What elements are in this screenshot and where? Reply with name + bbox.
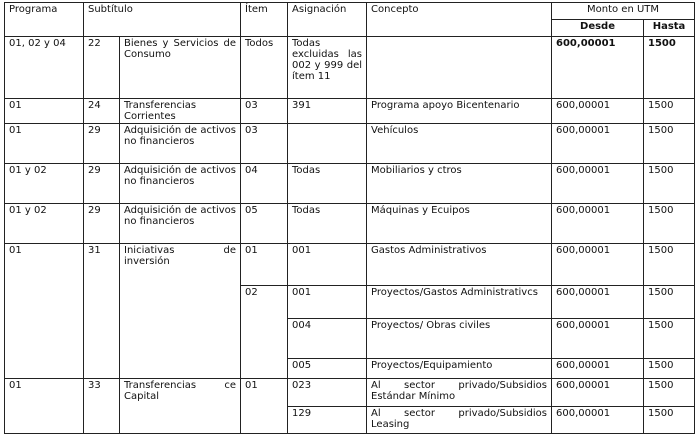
cell-subtitulo-num: 33 <box>84 379 120 434</box>
cell-programa: 01 <box>5 124 84 164</box>
cell-hasta: 1500 <box>644 37 695 99</box>
cell-subtitulo-text: Adquisición de activos no financieros <box>120 204 241 244</box>
cell-desde: 600,00001 <box>552 379 644 407</box>
cell-subtitulo-num: 29 <box>84 204 120 244</box>
cell-desde: 600,00001 <box>552 359 644 379</box>
cell-programa: 01 y 02 <box>5 164 84 204</box>
cell-item: 02 <box>241 286 288 379</box>
cell-hasta: 1500 <box>644 286 695 319</box>
budget-table <box>4 2 695 434</box>
cell-programa: 01 <box>5 244 84 379</box>
table-row <box>5 124 695 164</box>
cell-item: 03 <box>241 124 288 164</box>
cell-item: 05 <box>241 204 288 244</box>
cell-subtitulo-num: 22 <box>84 37 120 99</box>
cell-programa: 01 <box>5 99 84 124</box>
cell-programa: 01 y 02 <box>5 204 84 244</box>
table-row <box>5 379 695 407</box>
cell-subtitulo-num: 29 <box>84 164 120 204</box>
cell-concepto: Proyectos/Gastos Administrativcs <box>367 286 552 319</box>
cell-concepto: Programa apoyo Bicentenario <box>367 99 552 124</box>
cell-concepto: Proyectos/Equipamiento <box>367 359 552 379</box>
cell-subtitulo-text: Iniciativas de inversión <box>120 244 241 379</box>
cell-subtitulo-text: Adquisición de activos no financieros <box>120 124 241 164</box>
cell-desde: 600,00001 <box>552 37 644 99</box>
cell-asignacion: Todas <box>288 204 367 244</box>
cell-desde: 600,00001 <box>552 286 644 319</box>
cell-asignacion: 005 <box>288 359 367 379</box>
table-row <box>5 244 695 286</box>
header-programa: Programa <box>5 3 84 37</box>
cell-subtitulo-num: 24 <box>84 99 120 124</box>
cell-hasta: 1500 <box>644 204 695 244</box>
cell-hasta: 1500 <box>644 379 695 407</box>
cell-desde: 600,00001 <box>552 124 644 164</box>
cell-concepto: Mobiliarios y ctros <box>367 164 552 204</box>
cell-hasta: 1500 <box>644 124 695 164</box>
cell-concepto: Máquinas y Ecuipos <box>367 204 552 244</box>
cell-programa: 01, 02 y 04 <box>5 37 84 99</box>
header-desde: Desde <box>552 20 644 37</box>
cell-asignacion: 001 <box>288 286 367 319</box>
header-item: Ítem <box>241 3 288 37</box>
header-concepto: Concepto <box>367 3 552 37</box>
header-asignacion: Asignación <box>288 3 367 37</box>
cell-subtitulo-text: Adquisición de activos no financieros <box>120 164 241 204</box>
cell-asignacion: 129 <box>288 407 367 434</box>
cell-asignacion: 001 <box>288 244 367 286</box>
cell-concepto <box>367 37 552 99</box>
cell-asignacion: 004 <box>288 319 367 359</box>
cell-subtitulo-text: Transferencias ce Capital <box>120 379 241 434</box>
cell-concepto: Gastos Administrativos <box>367 244 552 286</box>
cell-desde: 600,00001 <box>552 319 644 359</box>
cell-subtitulo-text: Transferencias Corrientes <box>120 99 241 124</box>
cell-concepto: Al sector privado/Subsidios Leasing <box>367 407 552 434</box>
cell-hasta: 1500 <box>644 99 695 124</box>
cell-subtitulo-text: Bienes y Servicios de Consumo <box>120 37 241 99</box>
cell-item: 03 <box>241 99 288 124</box>
cell-desde: 600,00001 <box>552 164 644 204</box>
header-monto: Monto en UTM <box>552 3 695 20</box>
header-subtitulo: Subtítulo <box>84 3 241 37</box>
cell-hasta: 1500 <box>644 407 695 434</box>
cell-item: 01 <box>241 379 288 434</box>
header-hasta: Hasta <box>644 20 695 37</box>
cell-asignacion: Todas <box>288 164 367 204</box>
cell-subtitulo-num: 29 <box>84 124 120 164</box>
cell-asignacion: Todas excluidas las 002 y 999 del ítem 11 <box>288 37 367 99</box>
cell-desde: 600,00001 <box>552 407 644 434</box>
table-row <box>5 99 695 124</box>
cell-item: 04 <box>241 164 288 204</box>
cell-concepto: Al sector privado/Subsidios Estándar Mínimo <box>367 379 552 407</box>
cell-asignacion: 023 <box>288 379 367 407</box>
cell-hasta: 1500 <box>644 319 695 359</box>
cell-asignacion <box>288 124 367 164</box>
table-row <box>5 37 695 99</box>
cell-desde: 600,00001 <box>552 244 644 286</box>
cell-concepto: Vehículos <box>367 124 552 164</box>
cell-desde: 600,00001 <box>552 204 644 244</box>
cell-asignacion: 391 <box>288 99 367 124</box>
cell-item: Todos <box>241 37 288 99</box>
cell-hasta: 1500 <box>644 244 695 286</box>
cell-subtitulo-num: 31 <box>84 244 120 379</box>
cell-concepto: Proyectos/ Obras civiles <box>367 319 552 359</box>
cell-hasta: 1500 <box>644 359 695 379</box>
table-row <box>5 204 695 244</box>
cell-programa: 01 <box>5 379 84 434</box>
cell-item: 01 <box>241 244 288 286</box>
cell-desde: 600,00001 <box>552 99 644 124</box>
cell-hasta: 1500 <box>644 164 695 204</box>
table-row <box>5 164 695 204</box>
